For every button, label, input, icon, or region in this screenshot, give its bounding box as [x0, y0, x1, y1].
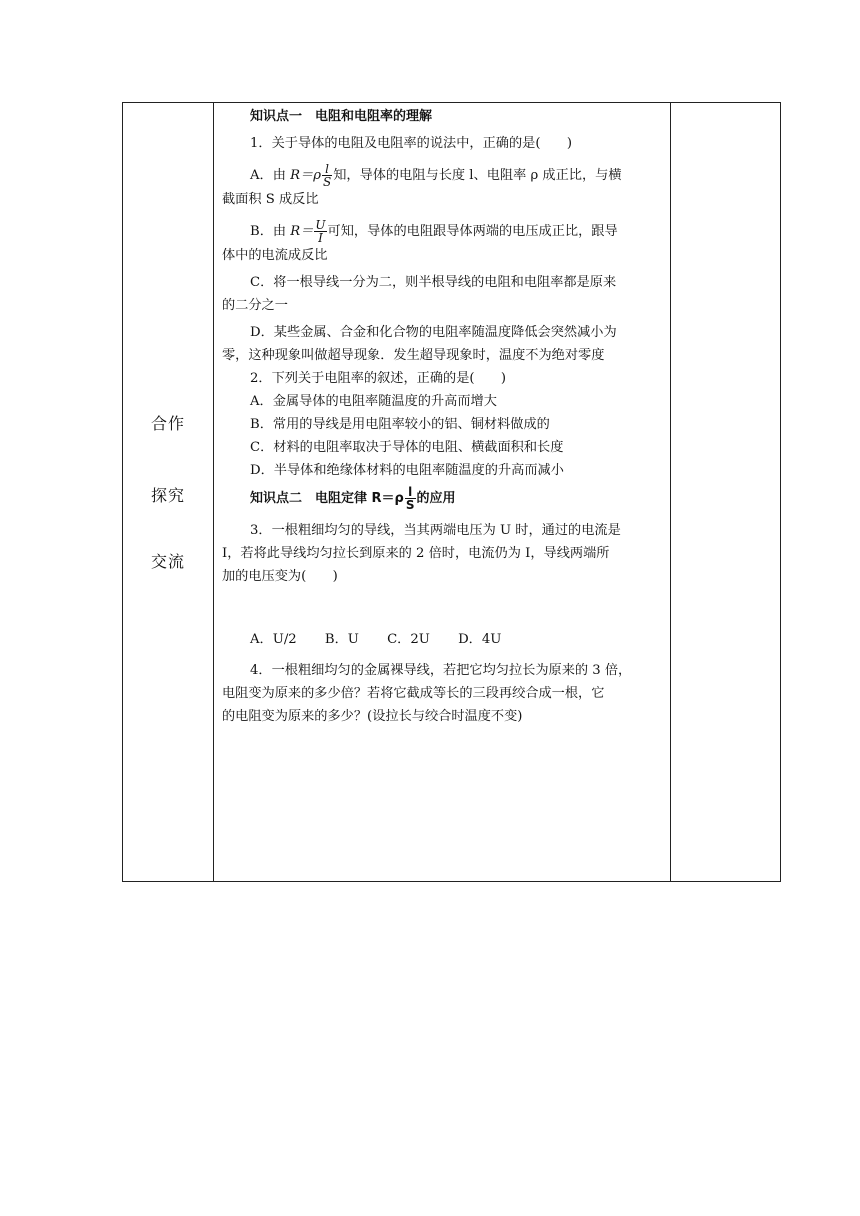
q1-a-fraction: $\frac{l}{S}$: [322, 162, 332, 189]
section-2-fraction: $\frac{l}{S}$: [405, 485, 415, 512]
q1-b-fraction: $\frac{U}{I}$: [315, 218, 326, 245]
q3-option-d: D．4U: [458, 632, 502, 647]
side-label-line-3: 交流: [150, 552, 185, 571]
q1-stem: 1．关于导体的电阻及电阻率的说法中，正确的是( ): [250, 136, 572, 151]
side-label-line-2: 探究: [150, 486, 185, 505]
q1-option-c-2: 的二分之一: [222, 298, 288, 313]
q4-line-1: 4．一根粗细均匀的金属裸导线，若把它均匀拉长为原来的 3 倍，: [250, 663, 632, 678]
section-2-heading-prefix: 知识点二 电阻定律 R＝ρ: [250, 491, 404, 506]
section-2-heading-suffix: 的应用: [416, 491, 456, 506]
q3-line-3: 加的电压变为( ): [222, 569, 338, 584]
lesson-table: [122, 102, 781, 882]
section-1-heading: 知识点一 电阻和电阻率的理解: [250, 109, 433, 124]
q3-option-b: B．U: [324, 632, 359, 647]
q1-b-text-2: 体中的电流成反比: [222, 248, 328, 263]
q1-a-text-1: 知，导体的电阻与长度 l、电阻率 ρ 成正比，与横: [333, 168, 622, 183]
q1-option-b: [222, 219, 664, 244]
q3-option-c: C．2U: [387, 632, 430, 647]
q1-b-prefix: B．由: [250, 224, 287, 239]
q1-b-formula: R＝: [290, 224, 314, 239]
q3-line-1: 3．一根粗细均匀的导线，当其两端电压为 U 时，通过的电流是: [250, 523, 621, 538]
q1-a-prefix: A．由: [250, 168, 286, 183]
q1-a-formula: R＝ρ: [290, 168, 321, 183]
notes-cell: [671, 103, 781, 882]
q3-line-2: I，若将此导线均匀拉长到原来的 2 倍时，电流仍为 I，导线两端所: [222, 546, 610, 561]
side-label-cell: [123, 103, 214, 882]
q2-option-a: A．金属导体的电阻率随温度的升高而增大: [250, 394, 497, 409]
q2-stem: 2．下列关于电阻率的叙述，正确的是( ): [250, 371, 507, 386]
q1-b-text-1: 可知，导体的电阻跟导体两端的电压成正比，跟导: [327, 224, 618, 239]
section-2-heading: [222, 486, 664, 511]
q1-a-text-2: 截面积 S 成反比: [222, 192, 319, 207]
q4-line-2: 电阻变为原来的多少倍？若将它截成等长的三段再绞合成一根，它: [222, 686, 605, 701]
q1-option-d-1: D．某些金属、合金和化合物的电阻率随温度降低会突然减小为: [250, 325, 617, 340]
q1-option-a: [222, 163, 664, 188]
side-label-line-1: 合作: [150, 414, 185, 433]
q1-option-d-2: 零，这种现象叫做超导现象．发生超导现象时，温度不为绝对零度: [222, 348, 605, 363]
content-cell: [214, 103, 671, 882]
q2-option-c: C．材料的电阻率取决于导体的电阻、横截面积和长度: [250, 440, 564, 455]
q1-option-c-1: C．将一根导线一分为二，则半根导线的电阻和电阻率都是原来: [250, 275, 617, 290]
q2-option-d: D．半导体和绝缘体材料的电阻率随温度的升高而减小: [250, 463, 564, 478]
q3-options: [222, 628, 664, 651]
q3-option-a: A．U/2: [250, 632, 297, 647]
q4-line-3: 的电阻变为原来的多少？(设拉长与绞合时温度不变): [222, 709, 523, 724]
q2-option-b: B．常用的导线是用电阻率较小的铝、铜材料做成的: [250, 417, 550, 432]
